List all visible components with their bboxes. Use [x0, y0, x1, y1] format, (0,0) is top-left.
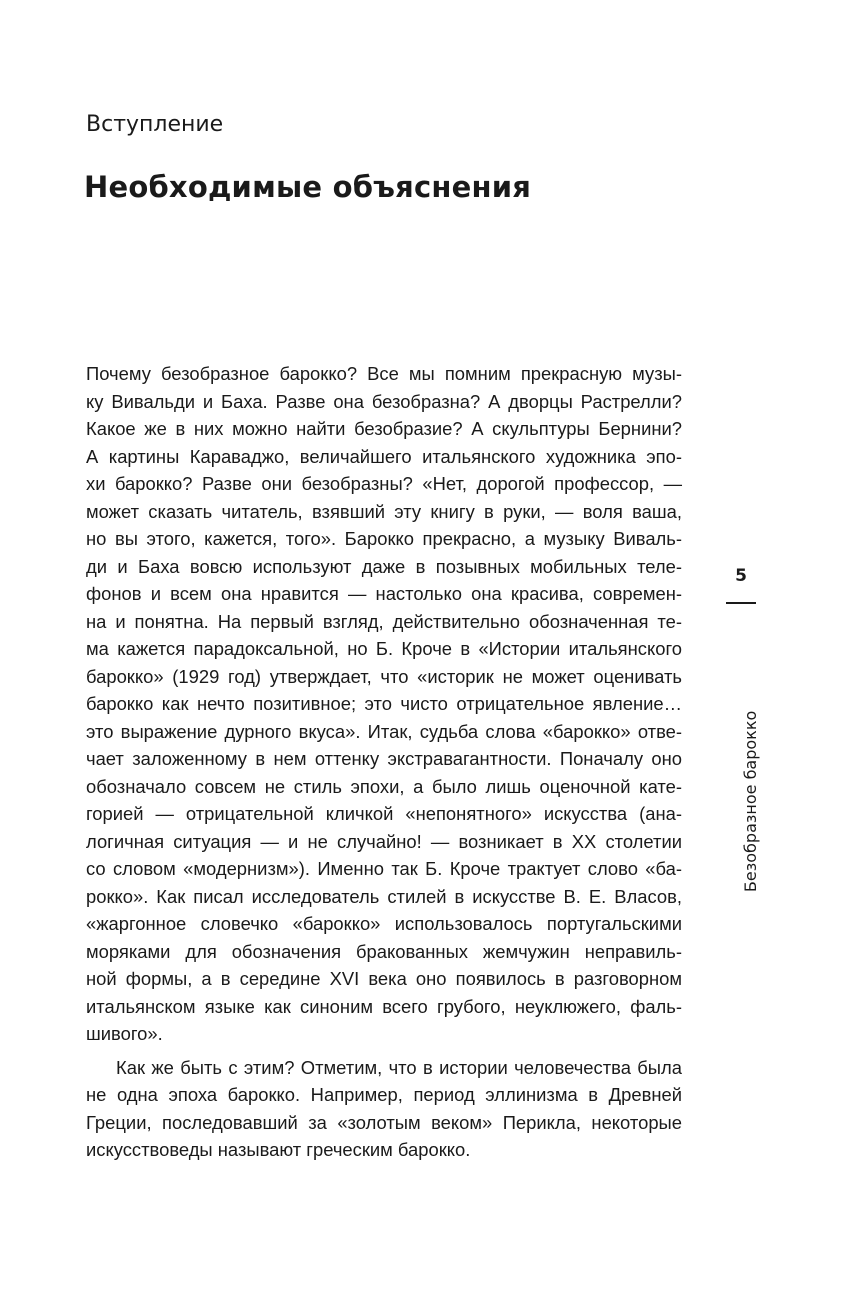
text-line: фонов и всем она нравится — настолько она красива, современ-: [86, 583, 682, 604]
text-line: рокко». Как писал исследователь стилей в искусстве В. Е. Власов,: [86, 885, 682, 907]
text-line: барокко» (1929 год) утверждает, что «историк не может оценивать: [86, 665, 682, 687]
text-line: ма кажется парадоксальной, но Б. Кроче в «Истории итальянского: [86, 638, 682, 659]
body-text: [86, 360, 682, 1164]
text-line: со словом «модернизм»). Именно так Б. Кроче трактует слово «ба-: [86, 858, 682, 879]
text-line: итальянском языке как синоним всего грубого, неуклюжего, фаль-: [86, 995, 682, 1017]
text-line: Какое же в них можно найти безобразие? А скульптуры Бернини?: [86, 418, 682, 439]
text-line: Как же быть с этим? Отметим, что в истории человечества была: [116, 1056, 682, 1078]
page-number: 5: [735, 566, 747, 586]
text-line: искусствоведы называют греческим барокко.: [86, 1139, 471, 1160]
text-line: А картины Караваджо, величайшего итальянского художника эпо-: [86, 445, 682, 467]
text-line: Почему безобразное барокко? Все мы помним прекрасную музы-: [86, 363, 682, 384]
text-line: моряками для обозначения бракованных жемчужин неправиль-: [86, 940, 682, 962]
text-line: это выражение дурного вкуса». Итак, судьба слова «барокко» отве-: [86, 720, 682, 742]
text-line: «жаргонное словечко «барокко» использовалось португальскими: [86, 913, 682, 934]
text-line: логичная ситуация — и не случайно! — возникает в XX столетии: [86, 830, 682, 852]
text-line: может сказать читатель, взявший эту книгу в руки, — воля ваша,: [86, 500, 682, 522]
text-line: на и понятна. На первый взгляд, действительно обозначенная те-: [86, 610, 682, 632]
text-line: ной формы, а в середине XVI века оно появилось в разговорном: [86, 968, 682, 989]
paragraph: [86, 1054, 682, 1164]
text-line: обозначало совсем не стиль эпохи, а было лишь оценочной кате-: [86, 775, 682, 797]
paragraph: [86, 360, 682, 1048]
chapter-title: Необходимые объяснения: [84, 170, 532, 204]
text-line: шивого».: [86, 1023, 163, 1044]
text-line: барокко как нечто позитивное; это чисто отрицательное явление…: [86, 693, 682, 714]
text-line: ку Вивальди и Баха. Разве она безобразна? А дворцы Растрелли?: [86, 390, 682, 412]
text-line: но вы этого, кажется, того». Барокко прекрасно, а музыку Виваль-: [86, 528, 682, 549]
text-line: горией — отрицательной кличкой «непонятного» искусства (ана-: [86, 803, 682, 824]
text-line: чает заложенному в нем оттенку экстравагантности. Поначалу оно: [86, 748, 682, 769]
text-line: Греции, последовавший за «золотым веком» Перикла, некоторые: [86, 1111, 682, 1133]
margin-divider: [726, 602, 756, 604]
text-line: не одна эпоха барокко. Например, период эллинизма в Древней: [86, 1084, 682, 1105]
running-head: Безобразное барокко: [741, 710, 760, 893]
text-line: хи барокко? Разве они безобразны? «Нет, дорогой профессор, —: [86, 473, 682, 494]
section-label: Вступление: [86, 112, 224, 137]
text-line: ди и Баха вовсю используют даже в позывных мобильных теле-: [86, 555, 682, 577]
